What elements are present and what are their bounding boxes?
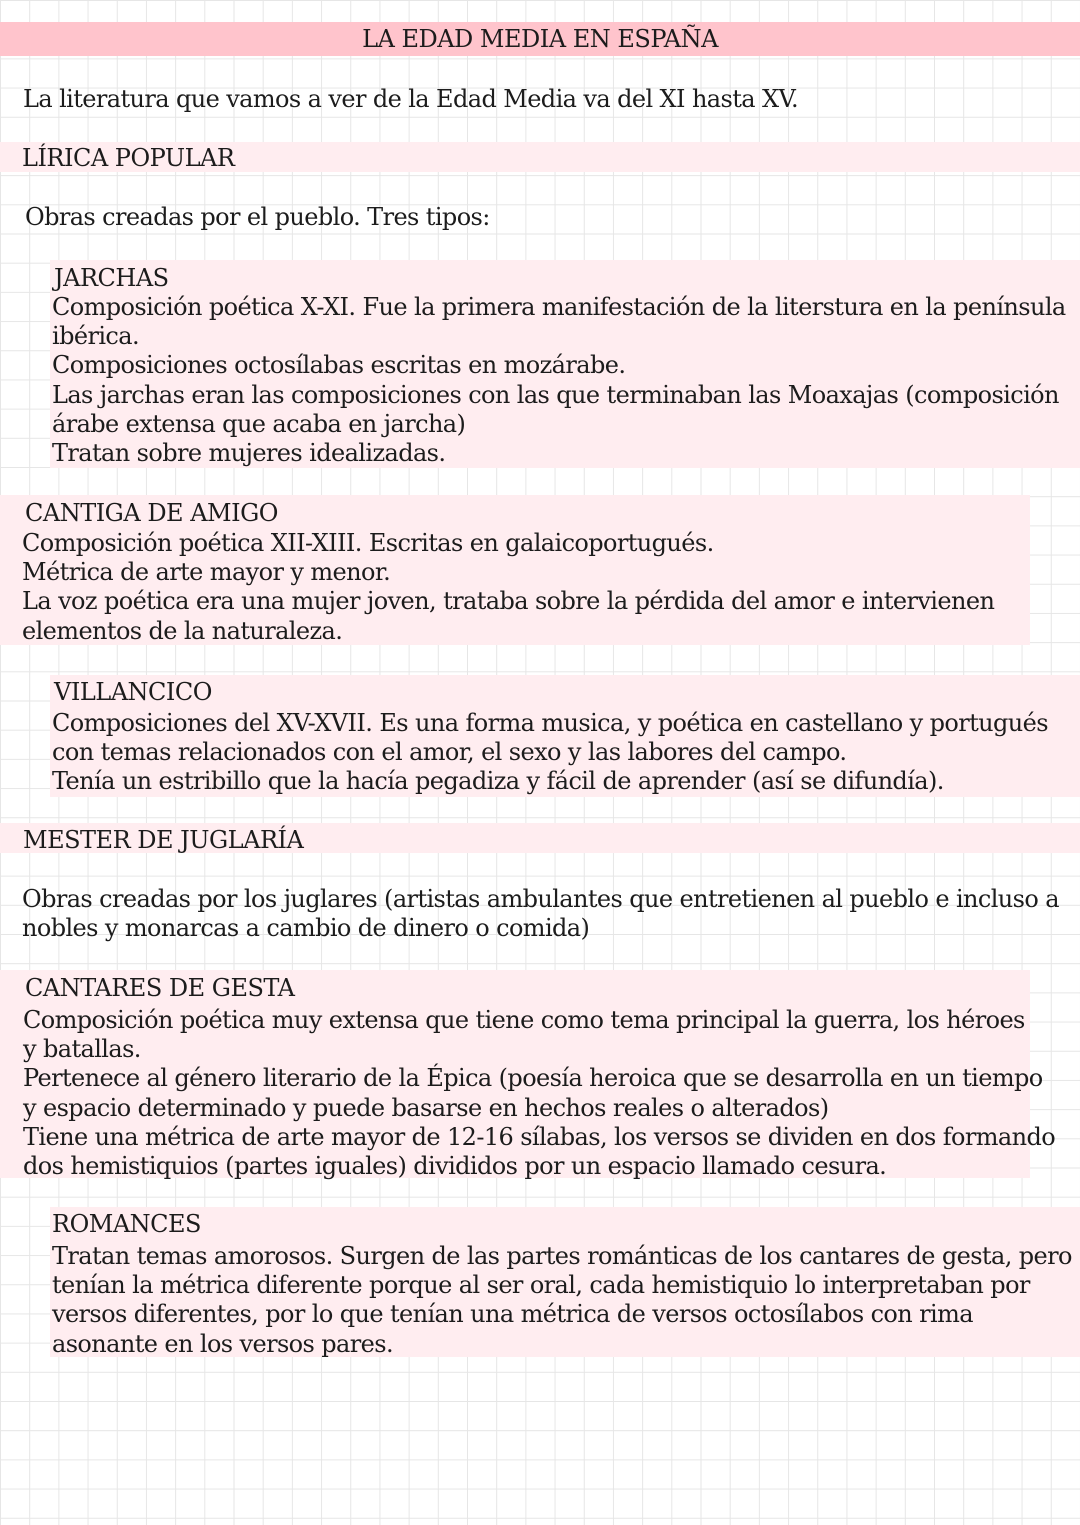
text-line: Tratan temas amorosos. Surgen de las partes románticas de los cantares de gesta, pero bbox=[52, 1242, 1072, 1270]
text-line: Las jarchas eran las composiciones con las que terminaban las Moaxajas (composición bbox=[52, 380, 1059, 409]
text-line: Composición poética X-XI. Fue la primera manifestación de la literstura en la península bbox=[52, 293, 1066, 321]
text-line: nobles y monarcas a cambio de dinero o comida) bbox=[22, 914, 590, 943]
text-line: Composiciones octosílabas escritas en mozárabe. bbox=[52, 351, 626, 380]
villancico-text bbox=[52, 709, 1048, 797]
text-line: Tenía un estribillo que la hacía pegadiza y fácil de aprender (así se difundía). bbox=[52, 767, 944, 796]
intro-text: La literatura que vamos a ver de la Edad Media va del XI hasta XV. bbox=[23, 85, 799, 113]
text-line: Pertenece al género literario de la Épica (poesía heroica que se desarrolla en un tiempo bbox=[23, 1064, 1043, 1093]
mester-de-juglaria-text bbox=[22, 885, 1059, 943]
text-line: y batallas. bbox=[23, 1035, 141, 1064]
mester-de-juglaria-heading: MESTER DE JUGLARÍA bbox=[23, 826, 304, 854]
cantares-de-gesta-heading: CANTARES DE GESTA bbox=[25, 974, 295, 1002]
jarchas-heading: JARCHAS bbox=[54, 264, 169, 292]
text-line: ibérica. bbox=[52, 322, 139, 351]
romances-text bbox=[52, 1242, 1072, 1359]
text-line: y espacio determinado y puede basarse en hechos reales o alterados) bbox=[23, 1093, 829, 1122]
text-line: Composiciones del XV-XVII. Es una forma musica, y poética en castellano y portugués bbox=[52, 709, 1048, 737]
text-line: árabe extensa que acaba en jarcha) bbox=[52, 409, 466, 438]
text-line: dos hemistiquios (partes iguales) divididos por un espacio llamado cesura. bbox=[23, 1151, 887, 1180]
text-line: tenían la métrica diferente porque al ser oral, cada hemistiquio lo interpretaban por bbox=[52, 1271, 1030, 1300]
lirica-popular-intro: Obras creadas por el pueblo. Tres tipos: bbox=[25, 203, 490, 231]
text-line: Métrica de arte mayor y menor. bbox=[22, 558, 391, 587]
text-line: con temas relacionados con el amor, el sexo y las labores del campo. bbox=[52, 738, 847, 767]
text-line: Tratan sobre mujeres idealizadas. bbox=[52, 438, 446, 467]
lirica-popular-heading: LÍRICA POPULAR bbox=[22, 144, 235, 172]
page-title: LA EDAD MEDIA EN ESPAÑA bbox=[362, 25, 718, 53]
cantares-de-gesta-text bbox=[23, 1006, 1055, 1181]
text-line: Composición poética XII-XIII. Escritas en galaicoportugués. bbox=[22, 529, 714, 557]
villancico-heading: VILLANCICO bbox=[54, 678, 212, 706]
text-line: Composición poética muy extensa que tiene como tema principal la guerra, los héroes bbox=[23, 1006, 1025, 1034]
text-line: versos diferentes, por lo que tenían una métrica de versos octosílabos con rima bbox=[52, 1300, 973, 1329]
text-line: elementos de la naturaleza. bbox=[22, 616, 343, 645]
jarchas-text bbox=[52, 293, 1066, 468]
romances-heading: ROMANCES bbox=[52, 1210, 201, 1238]
text-line: asonante en los versos pares. bbox=[52, 1329, 393, 1358]
text-line: La voz poética era una mujer joven, trataba sobre la pérdida del amor e intervienen bbox=[22, 587, 995, 616]
cantiga-de-amigo-heading: CANTIGA DE AMIGO bbox=[25, 499, 278, 527]
cantiga-de-amigo-text bbox=[22, 529, 994, 646]
text-line: Obras creadas por los juglares (artistas ambulantes que entretienen al pueblo e incluso a bbox=[22, 885, 1059, 913]
text-line: Tiene una métrica de arte mayor de 12-16 sílabas, los versos se dividen en dos formando bbox=[23, 1122, 1056, 1151]
